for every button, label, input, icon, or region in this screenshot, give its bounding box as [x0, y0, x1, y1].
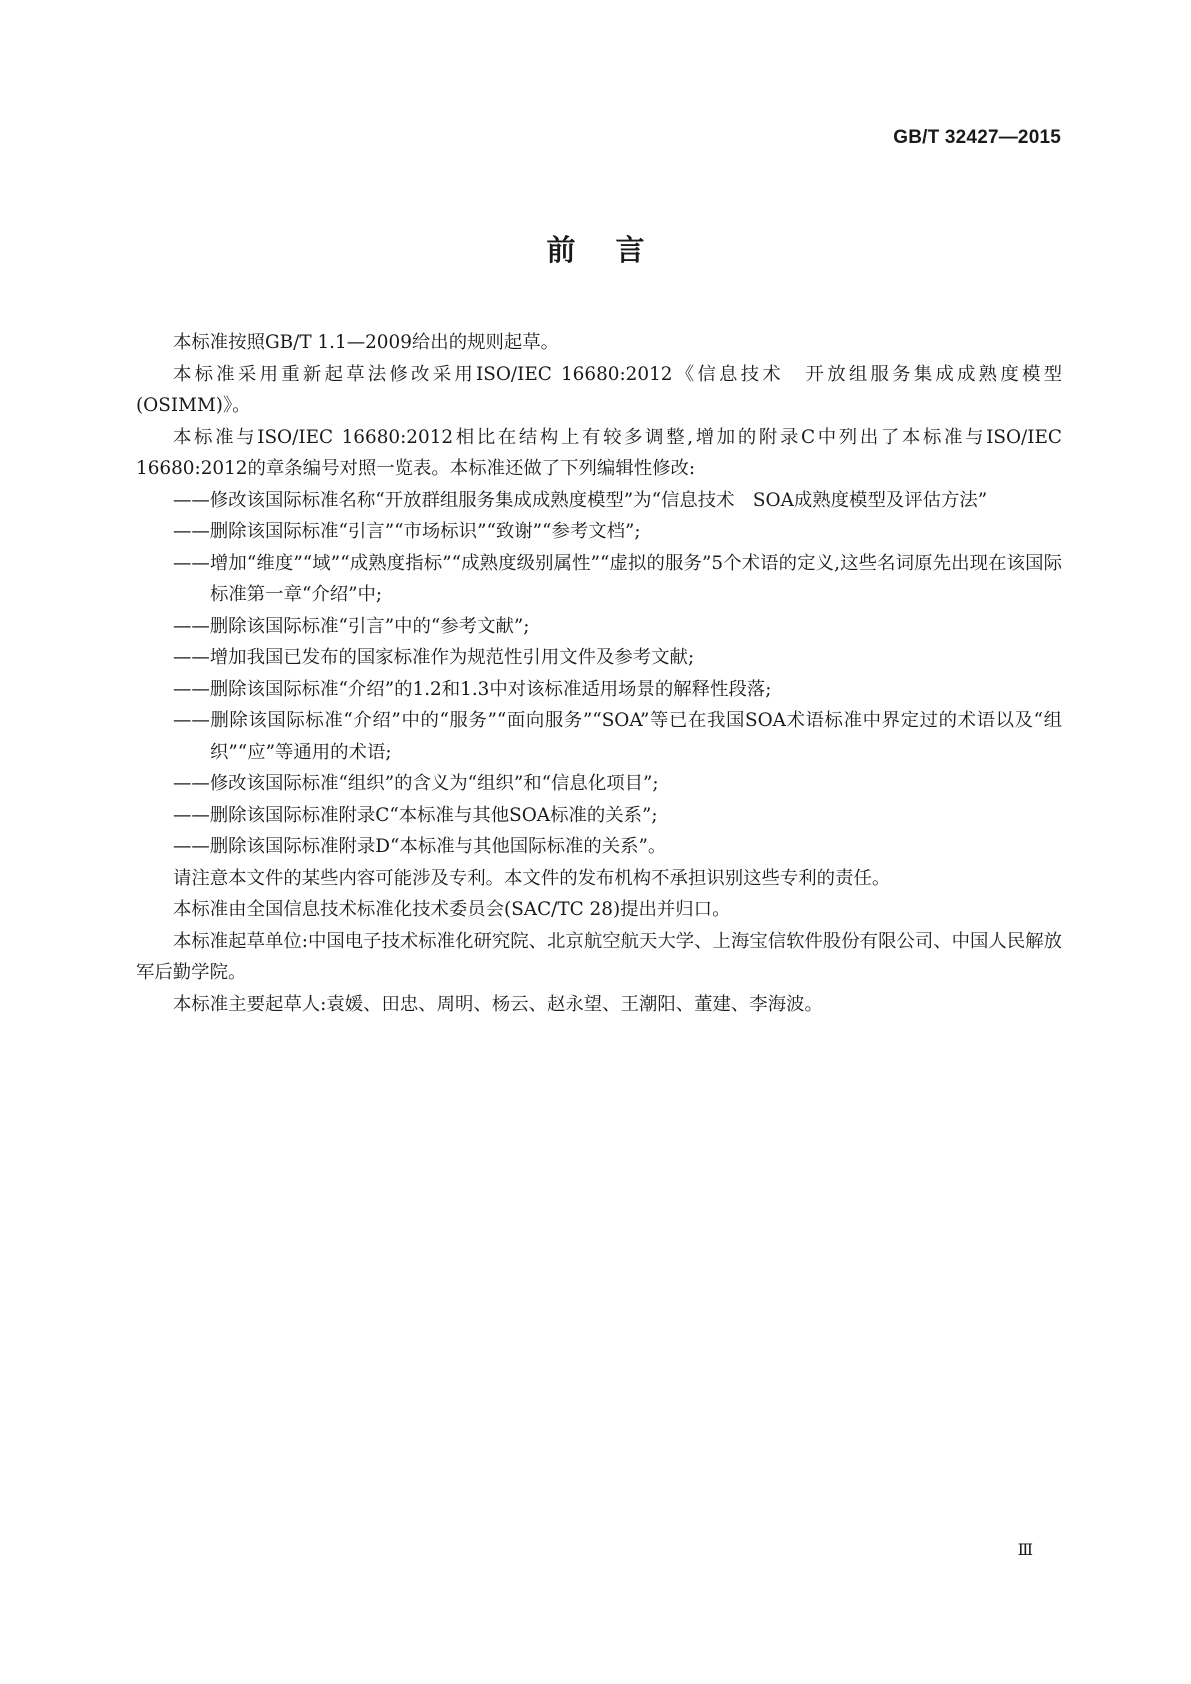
list-item: ——删除该国际标准“引言”中的“参考文献”;: [173, 615, 530, 637]
page-title: 前言: [546, 233, 685, 267]
list-item: ——修改该国际标准“组织”的含义为“组织”和“信息化项目”;: [173, 773, 659, 794]
modification-list: [136, 485, 1062, 863]
list-item: ——删除该国际标准“引言”“市场标识”“致谢”“参考文档”;: [173, 521, 641, 542]
list-item: ——删除该国际标准“介绍”中的“服务”“面向服务”“SOA”等已在我国SOA术语标准中界定过的术语以及“组织”“应”等通用的术语;: [173, 710, 1062, 763]
paragraph-drafting-units: 本标准起草单位:中国电子技术标准化研究院、北京航空航天大学、上海宝信软件股份有限公司、中国人民解放军后勤学院。: [136, 930, 1062, 983]
list-item: ——增加“维度”“域”“成熟度指标”“成熟度级别属性”“虚拟的服务”5个术语的定义,这些名词原先出现在该国际标准第一章“介绍”中;: [173, 552, 1062, 605]
paragraph-proposer: 本标准由全国信息技术标准化技术委员会(SAC/TC 28)提出并归口。: [173, 899, 731, 920]
paragraph-patent-notice: 请注意本文件的某些内容可能涉及专利。本文件的发布机构不承担识别这些专利的责任。: [173, 867, 891, 889]
list-item: ——删除该国际标准“介绍”的1.2和1.3中对该标准适用场景的解释性段落;: [173, 678, 772, 700]
paragraph-structure-changes: 本标准与ISO/IEC 16680:2012相比在结构上有较多调整,增加的附录C中列出了本标准与ISO/IEC 16680:2012的章条编号对照一览表。本标准还做了下列编辑性修改:: [136, 426, 1062, 479]
paragraph-adoption: 本标准采用重新起草法修改采用ISO/IEC 16680:2012《信息技术 开放组服务集成成熟度模型(OSIMM)》。: [136, 363, 1062, 416]
foreword-body: [136, 327, 1062, 1020]
paragraph-drafting-rules: 本标准按照GB/T 1.1—2009给出的规则起草。: [173, 332, 560, 353]
list-item: ——修改该国际标准名称“开放群组服务集成成熟度模型”为“信息技术 SOA成熟度模型及评估方法”: [173, 489, 988, 511]
page-number: Ⅲ: [1017, 1540, 1033, 1559]
list-item: ——删除该国际标准附录C“本标准与其他SOA标准的关系”;: [173, 804, 658, 826]
list-item: ——增加我国已发布的国家标准作为规范性引用文件及参考文献;: [173, 647, 695, 668]
paragraph-drafters: 本标准主要起草人:袁媛、田忠、周明、杨云、赵永望、王潮阳、董建、李海波。: [173, 993, 823, 1015]
list-item: ——删除该国际标准附录D“本标准与其他国际标准的关系”。: [173, 836, 667, 857]
standard-number: GB/T 32427—2015: [893, 127, 1061, 148]
